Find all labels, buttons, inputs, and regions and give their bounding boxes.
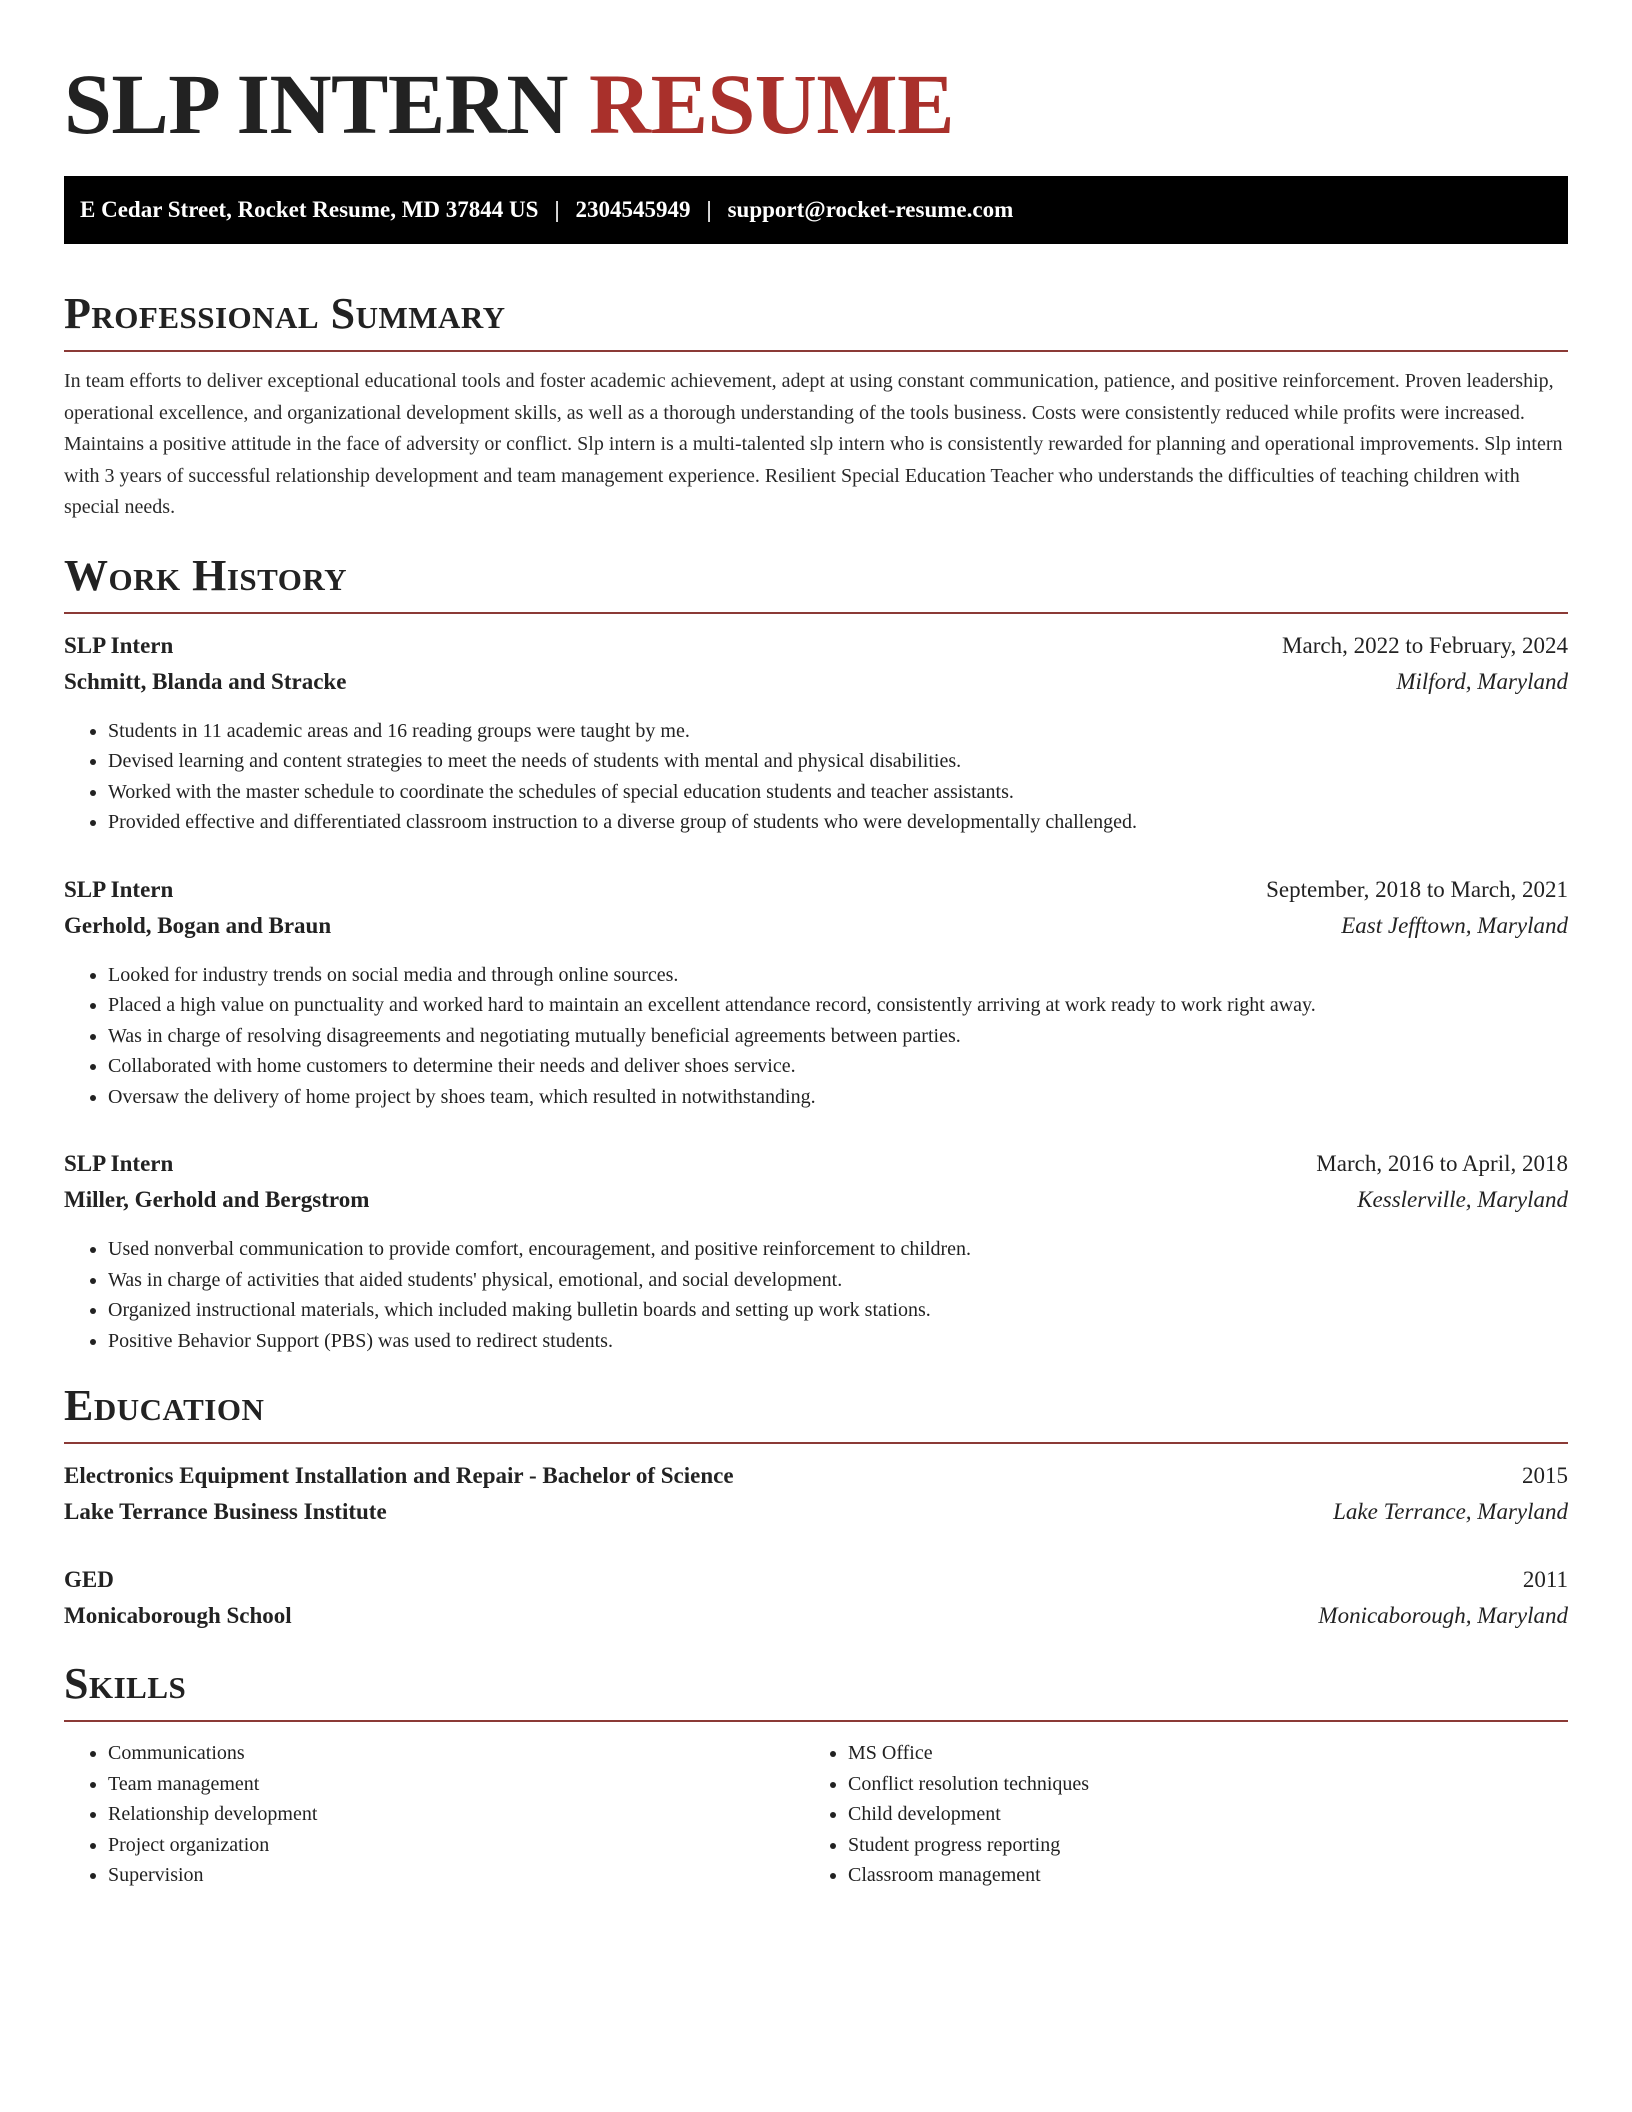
job-title: SLP Intern: [64, 1151, 174, 1176]
job-company: Miller, Gerhold and Bergstrom: [64, 1187, 370, 1212]
education-section: [64, 1380, 1568, 1634]
job-company: Schmitt, Blanda and Stracke: [64, 668, 347, 694]
job-bullet: • Placed a high value on punctuality and worked hard to maintain an excellent attendance record, consistently arriving at work ready to work right away.: [108, 990, 1568, 1021]
skill-item: • MS Office: [848, 1738, 1544, 1769]
education-degree-row: [64, 1562, 1568, 1598]
section-divider: [64, 350, 1568, 352]
contact-separator: |: [706, 197, 712, 222]
job-entry: [64, 1146, 1568, 1356]
skill-item: • Relationship development: [108, 1799, 804, 1830]
job-location: Milford, Maryland: [1396, 668, 1568, 694]
education-school-row: [64, 1598, 1568, 1634]
education-degree: Electronics Equipment Installation and Repair - Bachelor of Science: [64, 1463, 734, 1488]
contact-email: support@rocket-resume.com: [727, 197, 1014, 222]
skill-item: • Classroom management: [848, 1860, 1544, 1891]
summary-text: In team efforts to deliver exceptional educational tools and foster academic achievement, adept at using constant communication, patience, and positive reinforcement. Proven leadership, operational excellence, and organizational development skills, as well as a thorough understanding of the tools business. Costs were consistently reduced while profits were increased. Maintains a positive attitude in the face of adversity or conflict. Slp intern is a multi-talented slp intern who is consistently rewarded for planning and operational improvements. Slp intern with 3 years of successful relationship development and team management experience. Resilient Special Education Teacher who understands the difficulties of teaching children with special needs.: [64, 370, 1563, 518]
job-bullet: • Collaborated with home customers to determine their needs and deliver shoes service.: [108, 1051, 1568, 1082]
title-accent: RESUME: [589, 56, 954, 152]
job-bullet: • Used nonverbal communication to provide comfort, encouragement, and positive reinforcement to children.: [108, 1234, 1568, 1265]
job-location: Kesslerville, Maryland: [1357, 1187, 1568, 1212]
job-bullet: • Organized instructional materials, which included making bulletin boards and setting up work stations.: [108, 1295, 1568, 1326]
job-bullet: • Provided effective and differentiated classroom instruction to a diverse group of students who were developmentally challenged.: [108, 807, 1568, 838]
contact-bar: [64, 176, 1568, 244]
job-location: East Jefftown, Maryland: [1341, 912, 1568, 938]
skills-list-left: [64, 1738, 804, 1891]
job-bullet: • Students in 11 academic areas and 16 reading groups were taught by me.: [108, 716, 1568, 747]
skills-columns: [64, 1726, 1568, 1891]
job-bullet-list: [64, 716, 1568, 838]
skill-item: • Child development: [848, 1799, 1544, 1830]
skills-section: [64, 1658, 1568, 1891]
job-bullet: • Looked for industry trends on social media and through online sources.: [108, 960, 1568, 991]
education-school-row: [64, 1494, 1568, 1530]
education-degree: GED: [64, 1567, 114, 1592]
section-divider: [64, 612, 1568, 614]
resume-title: [64, 0, 1568, 176]
education-location: Lake Terrance, Maryland: [1333, 1499, 1568, 1524]
skill-item: • Team management: [108, 1769, 804, 1800]
education-list: [64, 1458, 1568, 1634]
job-header-row: [64, 872, 1568, 908]
skill-item: • Conflict resolution techniques: [848, 1769, 1544, 1800]
title-main: SLP INTERN: [64, 56, 568, 152]
job-header-row: [64, 1146, 1568, 1182]
section-heading-education: Education: [64, 1381, 265, 1430]
contact-address: E Cedar Street, Rocket Resume, MD 37844 US: [80, 197, 539, 222]
skill-item: • Supervision: [108, 1860, 804, 1891]
job-bullet-list: [64, 1234, 1568, 1356]
education-entry: [64, 1562, 1568, 1634]
summary-section: [64, 288, 1568, 524]
job-bullet: • Worked with the master schedule to coordinate the schedules of special education students and teacher assistants.: [108, 777, 1568, 808]
job-dates: September, 2018 to March, 2021: [1266, 876, 1568, 902]
job-company-row: [64, 1182, 1568, 1218]
section-heading-work-history: Work History: [64, 550, 348, 600]
job-entry: [64, 872, 1568, 1113]
job-dates: March, 2022 to February, 2024: [1282, 632, 1568, 658]
job-list: [64, 628, 1568, 1357]
education-entry: [64, 1458, 1568, 1530]
job-bullet: • Oversaw the delivery of home project by shoes team, which resulted in notwithstanding.: [108, 1082, 1568, 1113]
section-heading-summary: Professional Summary: [64, 289, 506, 338]
job-bullet: • Was in charge of resolving disagreements and negotiating mutually beneficial agreements between parties.: [108, 1021, 1568, 1052]
job-dates: March, 2016 to April, 2018: [1316, 1151, 1568, 1176]
education-year: 2015: [1522, 1463, 1568, 1488]
skills-list-right: [804, 1738, 1544, 1891]
job-title: SLP Intern: [64, 632, 174, 658]
skill-item: • Student progress reporting: [848, 1830, 1544, 1861]
job-bullet: • Positive Behavior Support (PBS) was used to redirect students.: [108, 1326, 1568, 1357]
skill-item: • Communications: [108, 1738, 804, 1769]
job-company-row: [64, 908, 1568, 944]
contact-separator: |: [554, 197, 560, 222]
job-bullet: • Was in charge of activities that aided students' physical, emotional, and social development.: [108, 1265, 1568, 1296]
education-year: 2011: [1522, 1567, 1568, 1592]
education-school: Lake Terrance Business Institute: [64, 1499, 387, 1524]
job-bullet: • Devised learning and content strategies to meet the needs of students with mental and physical disabilities.: [108, 746, 1568, 777]
section-heading-skills: Skills: [64, 1659, 187, 1708]
job-company-row: [64, 664, 1568, 700]
job-title: SLP Intern: [64, 876, 174, 902]
work-history-section: [64, 550, 1568, 1357]
job-bullet-list: [64, 960, 1568, 1113]
job-header-row: [64, 628, 1568, 664]
contact-phone: 2304545949: [575, 197, 691, 222]
section-divider: [64, 1720, 1568, 1722]
section-divider: [64, 1442, 1568, 1444]
education-location: Monicaborough, Maryland: [1318, 1603, 1568, 1628]
education-degree-row: [64, 1458, 1568, 1494]
education-school: Monicaborough School: [64, 1603, 292, 1628]
job-entry: [64, 628, 1568, 838]
skill-item: • Project organization: [108, 1830, 804, 1861]
job-company: Gerhold, Bogan and Braun: [64, 912, 332, 938]
